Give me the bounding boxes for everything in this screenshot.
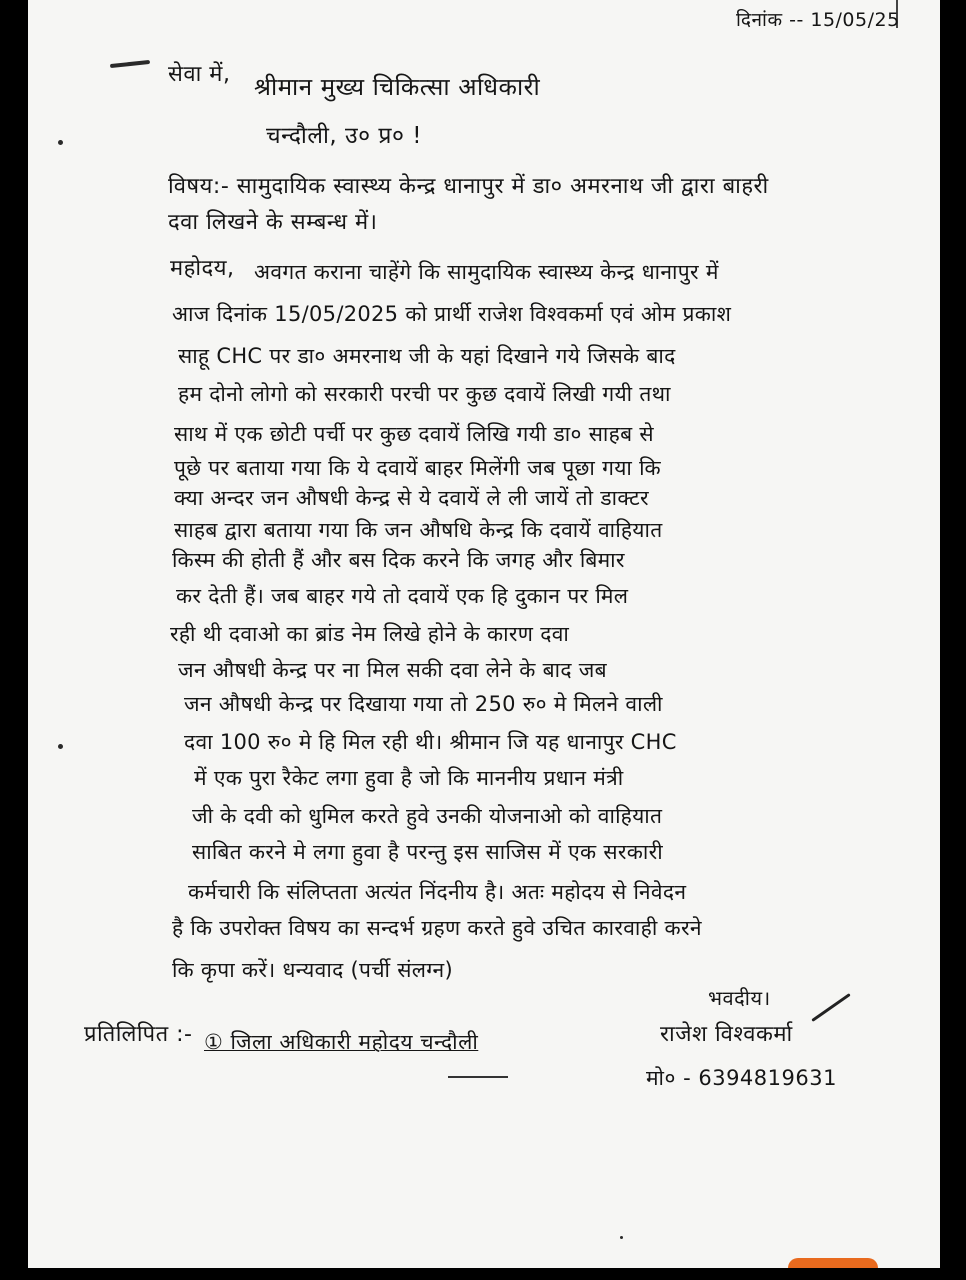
body-line: पूछे पर बताया गया कि ये दवायें बाहर मिलेंगी जब पूछा गया कि: [174, 456, 661, 480]
sender-mobile: मो० - 6394819631: [646, 1066, 837, 1090]
body-line: साथ में एक छोटी पर्ची पर कुछ दवायें लिखि गयी डा० साहब से: [174, 422, 654, 446]
greeting: महोदय,: [170, 256, 235, 281]
letter-page: [28, 0, 940, 1268]
body-line: किस्म की होती हैं और बस दिक करने कि जगह और बिमार: [172, 548, 625, 572]
copy-to-label: प्रतिलिपित :-: [84, 1022, 193, 1047]
body-line: है कि उपरोक्त विषय का सन्दर्भ ग्रहण करते हुवे उचित कारवाही करने: [172, 916, 702, 940]
sender-signature: राजेश विश्वकर्मा: [660, 1022, 793, 1047]
body-line: क्या अन्दर जन औषधी केन्द्र से ये दवायें ले ली जायें तो डाक्टर: [174, 486, 649, 510]
body-line: साबित करने मे लगा हुवा है परन्तु इस साजिस में एक सरकारी: [192, 840, 664, 864]
closing-yours-faithfully: भवदीय।: [708, 986, 771, 1010]
body-line: कर्मचारी कि संलिप्तता अत्यंत निंदनीय है। अतः महोदय से निवेदन: [188, 880, 687, 904]
page-dot-mark: [620, 1236, 623, 1239]
addressee-label: सेवा में,: [168, 62, 231, 87]
body-line: दवा 100 रु० मे हि मिल रही थी। श्रीमान जि यह धानापुर CHC: [184, 730, 677, 754]
subject-line-2: दवा लिखने के सम्बन्ध में।: [168, 210, 378, 235]
margin-dash-mark: [110, 60, 150, 68]
body-line: आज दिनांक 15/05/2025 को प्रार्थी राजेश विश्वकर्मा एवं ओम प्रकाश: [172, 302, 732, 326]
overlay-orange-mark: [788, 1258, 878, 1268]
recipient-title: श्रीमान मुख्य चिकित्सा अधिकारी: [254, 73, 541, 101]
underline-stroke: [448, 1076, 508, 1078]
margin-dot-mark: [58, 140, 63, 145]
body-line: कर देती हैं। जब बाहर गये तो दवायें एक हि दुकान पर मिल: [176, 584, 629, 608]
body-line: कि कृपा करें। धन्यवाद (पर्ची संलग्न): [172, 958, 453, 982]
body-line: जी के दवी को धुमिल करते हुवे उनकी योजनाओ को वाहियात: [192, 804, 663, 828]
body-line: रही थी दवाओ का ब्रांड नेम लिखे होने के कारण दवा: [170, 622, 570, 646]
body-line: अवगत कराना चाहेंगे कि सामुदायिक स्वास्थ्य केन्द्र धानापुर में: [254, 260, 719, 284]
body-line: हम दोनो लोगो को सरकारी परची पर कुछ दवायें लिखी गयी तथा: [178, 382, 671, 406]
body-line: में एक पुरा रैकेट लगा हुवा है जो कि माननीय प्रधान मंत्री: [194, 766, 624, 790]
letter-date: दिनांक -- 15/05/25: [736, 9, 900, 31]
body-line: साहब द्वारा बताया गया कि जन औषधि केन्द्र कि दवायें वाहियात: [174, 518, 663, 542]
body-line: साहू CHC पर डा० अमरनाथ जी के यहां दिखाने गये जिसके बाद: [178, 344, 676, 368]
body-line: जन औषधी केन्द्र पर ना मिल सकी दवा लेने के बाद जब: [178, 658, 607, 682]
body-line: जन औषधी केन्द्र पर दिखाया गया तो 250 रु० मे मिलने वाली: [184, 692, 663, 716]
margin-dot-mark: [58, 744, 63, 749]
copy-to-recipient: ① जिला अधिकारी महोदय चन्दौली: [204, 1030, 479, 1054]
recipient-location: चन्दौली, उ० प्र० !: [266, 123, 423, 149]
signature-flourish: [811, 993, 850, 1022]
subject-line-1: विषय:- सामुदायिक स्वास्थ्य केन्द्र धानापुर में डा० अमरनाथ जी द्वारा बाहरी: [168, 174, 769, 199]
